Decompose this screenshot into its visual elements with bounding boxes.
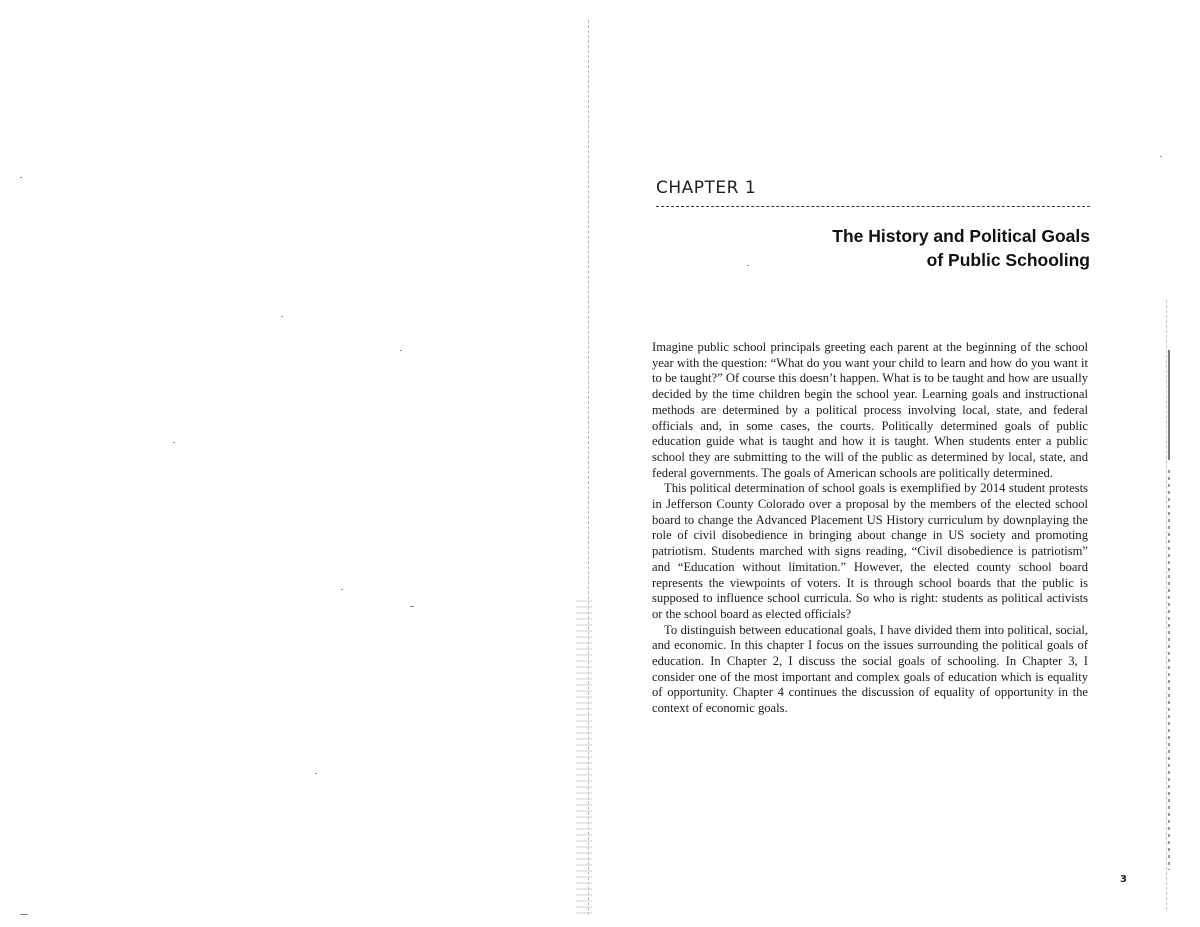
right-page-edge-shadow xyxy=(1168,350,1170,460)
scan-speck xyxy=(281,316,283,317)
scan-speck xyxy=(410,606,414,607)
scan-speck xyxy=(1160,156,1162,157)
scan-speck xyxy=(173,442,175,443)
chapter-label: CHAPTER 1 xyxy=(656,178,757,198)
scan-speck xyxy=(20,177,22,178)
scan-speck xyxy=(341,589,343,590)
chapter-body xyxy=(652,340,1088,717)
page-gutter-shadow xyxy=(576,600,592,915)
scan-speck xyxy=(400,350,402,351)
chapter-title xyxy=(690,224,1090,272)
paragraph-1: Imagine public school principals greeting each parent at the beginning of the school year with the question: “What do you want your child to learn and how do you want it to be taught?” Of course this doesn’t happen. What is to be taught and how are usually decided by the time children begin the school year. Learning goals and instructional methods are determined by a political process involving local, state, and federal officials and, in some cases, the courts. Politically determined goals of public education guide what is taught and how it is taught. When students enter a public school they are submitting to the will of the public as determined by local, state, and federal governments. The goals of American schools are politically determined. xyxy=(652,340,1088,480)
paragraph-3: To distinguish between educational goals, I have divided them into political, social, and economic. In this chapter I focus on the issues surrounding the political goals of education. In Chapter 2, I discuss the social goals of schooling. In Chapter 3, I consider one of the most important and complex goals of education which is equality of opportunity. Chapter 4 continues the discussion of equality of opportunity in the context of economic goals. xyxy=(652,622,1088,716)
chapter-title-line-2: of Public Schooling xyxy=(926,250,1090,270)
page-number: 3 xyxy=(1120,874,1127,885)
scan-speck xyxy=(20,914,28,915)
chapter-rule xyxy=(656,206,1090,207)
scan-speck xyxy=(315,773,317,774)
chapter-title-line-1: The History and Political Goals xyxy=(832,226,1090,246)
paragraph-2: This political determination of school goals is exemplified by 2014 student protests in Jefferson County Colorado over a proposal by the members of the elected school board to change the Advanced Placement US History curriculum by downplaying the role of civil disobedience in bringing about change in US society and promoting patriotism. Students marched with signs reading, “Civil disobedience is patriotism” and “Education without limitation.” However, the elected county school board represents the viewpoints of voters. It is through school boards that the public is supposed to influence school curricula. So who is right: students as political activists or the school board as elected officials? xyxy=(652,481,1088,621)
right-page-edge-shadow-lower xyxy=(1168,470,1170,870)
